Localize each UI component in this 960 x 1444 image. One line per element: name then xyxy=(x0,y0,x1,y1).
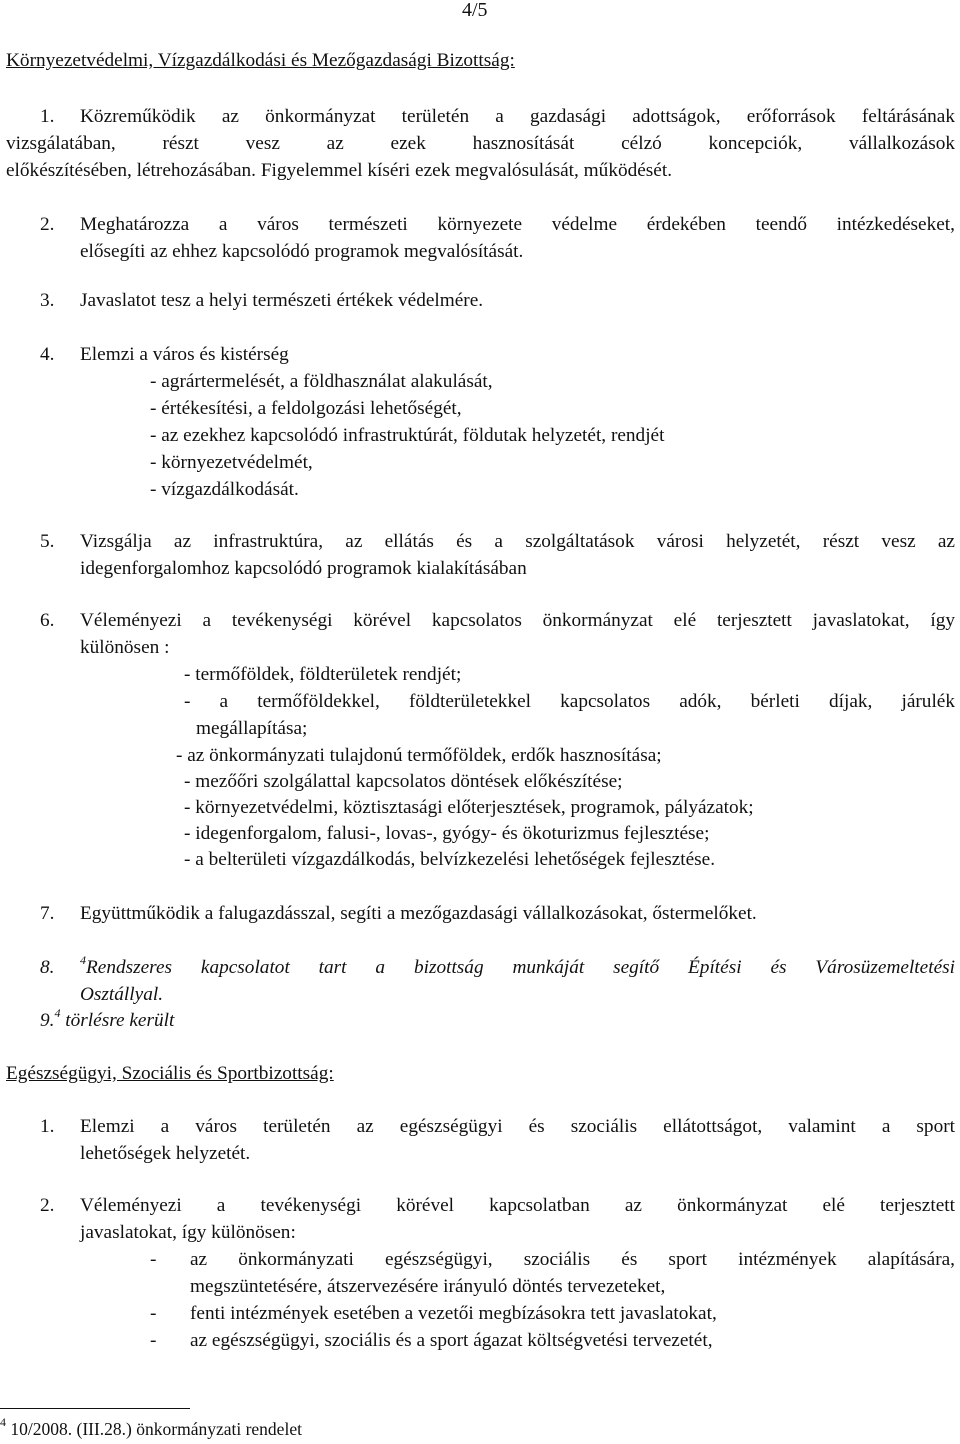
section-heading-health: Egészségügyi, Szociális és Sportbizottság: xyxy=(6,1063,334,1084)
item-number: 2. xyxy=(40,214,55,235)
item-text-line: vizsgálatában, részt vesz az ezek hasznosítását célzó koncepciók, vállalkozások xyxy=(6,133,955,154)
item-text-line: előkészítésében, létrehozásában. Figyelemmel kíséri ezek megvalósulását, működését. xyxy=(6,160,673,181)
item-number: 4. xyxy=(40,344,55,365)
list-item: - termőföldek, földterületek rendjét; xyxy=(184,664,462,685)
item-text-line: Javaslatot tesz a helyi természeti értékek védelmére. xyxy=(80,290,484,311)
list-item: megszüntetésére, átszervezésére irányuló döntés tervezeteket, xyxy=(190,1276,666,1297)
item-number: 8. xyxy=(40,957,55,978)
list-item: - az ezekhez kapcsolódó infrastruktúrát, földutak helyzetét, rendjét xyxy=(150,425,665,446)
item-number: 7. xyxy=(40,903,55,924)
item-number: 3. xyxy=(40,290,55,311)
item-text-line: különösen : xyxy=(80,637,170,658)
footnote-ref: 4 xyxy=(54,1005,61,1020)
item-number: 2. xyxy=(40,1195,55,1216)
item-text-line: elősegíti az ehhez kapcsolódó programok megvalósítását. xyxy=(80,241,524,262)
item-number: 9. xyxy=(40,1010,55,1031)
footnote xyxy=(0,1416,302,1443)
item-text-line: Elemzi a város és kistérség xyxy=(80,344,289,365)
item-text-line: lehetőségek helyzetét. xyxy=(80,1143,251,1164)
list-item: - vízgazdálkodását. xyxy=(150,479,299,500)
item-text-line: Osztállyal. xyxy=(80,984,164,1005)
footnote-marker: 4 xyxy=(0,1415,6,1430)
item-number: 6. xyxy=(40,610,55,631)
footnote-separator xyxy=(0,1408,190,1409)
list-item: - a belterületi vízgazdálkodás, belvízkezelési lehetőségek fejlesztése. xyxy=(184,849,716,870)
item-text-line: Vizsgálja az infrastruktúra, az ellátás és a szolgáltatások városi helyzetét, részt vesz az xyxy=(80,531,955,552)
list-item: - környezetvédelmi, köztisztasági előterjesztések, programok, pályázatok; xyxy=(184,797,754,818)
item-text-line: idegenforgalomhoz kapcsolódó programok kialakításában xyxy=(80,558,527,579)
list-item: - idegenforgalom, falusi-, lovas-, gyógy- és ökoturizmus fejlesztése; xyxy=(184,823,710,844)
list-item: fenti intézmények esetében a vezetői megbízásokra tett javaslatokat, xyxy=(190,1303,717,1324)
list-dash: - xyxy=(150,1330,157,1351)
item-number: 5. xyxy=(40,531,55,552)
list-item: - a termőföldekkel, földterületekkel kapcsolatos adók, bérleti díjak, járulék xyxy=(184,691,955,712)
list-item: - agrártermelését, a földhasználat alakulását, xyxy=(150,371,493,392)
footnote-text: 10/2008. (III.28.) önkormányzati rendelet xyxy=(6,1419,302,1439)
list-item: az egészségügyi, szociális és a sport ágazat költségvetési tervezetét, xyxy=(190,1330,713,1351)
item-text-line: Közreműködik az önkormányzat területén a gazdasági adottságok, erőforrások feltárásának xyxy=(80,106,955,127)
list-item: az önkormányzati egészségügyi, szociális és sport intézmények alapítására, xyxy=(190,1249,955,1270)
item-text: törlésre került xyxy=(60,1010,175,1031)
list-dash: - xyxy=(150,1249,157,1270)
item-number: 1. xyxy=(40,106,55,127)
item-text-line: Együttműködik a falugazdásszal, segíti a mezőgazdasági vállalkozásokat, őstermelőket. xyxy=(80,903,757,924)
section-heading-environment: Környezetvédelmi, Vízgazdálkodási és Mezőgazdasági Bizottság: xyxy=(6,50,515,71)
item-text-line: Véleményezi a tevékenységi körével kapcsolatban az önkormányzat elé terjesztett xyxy=(80,1195,955,1216)
item-text-line: Véleményezi a tevékenységi körével kapcsolatos önkormányzat elé terjesztett javaslatokat, így xyxy=(80,610,955,631)
item-text: Rendszeres kapcsolatot tart a bizottság munkáját segítő Építési és Városüzemeltetési xyxy=(86,957,955,978)
list-dash: - xyxy=(150,1303,157,1324)
item-number-deleted xyxy=(40,1007,174,1034)
item-number: 1. xyxy=(40,1116,55,1137)
list-item: megállapítása; xyxy=(196,718,308,739)
list-item: - mezőőri szolgálattal kapcsolatos döntések előkészítése; xyxy=(184,771,623,792)
item-text-line: Elemzi a város területén az egészségügyi és szociális ellátottságot, valamint a sport xyxy=(80,1116,955,1137)
item-text-line: Meghatározza a város természeti környezete védelme érdekében teendő intézkedéseket, xyxy=(80,214,955,235)
list-item: - az önkormányzati tulajdonú termőföldek, erdők hasznosítása; xyxy=(176,745,662,766)
footnote-ref: 4 xyxy=(80,952,86,967)
item-text-line: javaslatokat, így különösen: xyxy=(80,1222,296,1243)
page-number: 4/5 xyxy=(462,0,488,21)
list-item: - értékesítési, a feldolgozási lehetőségét, xyxy=(150,398,462,419)
item-text-line xyxy=(80,954,955,981)
list-item: - környezetvédelmét, xyxy=(150,452,313,473)
